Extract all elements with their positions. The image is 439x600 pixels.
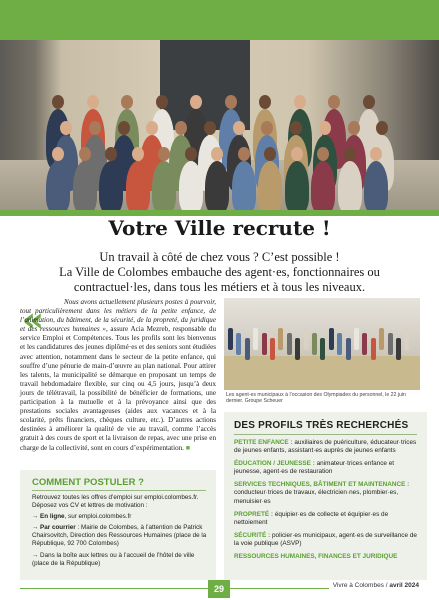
profile-category: PROPRETÉ : — [234, 510, 274, 518]
photo-person-head — [204, 121, 216, 135]
profile-item — [234, 481, 422, 506]
photo-participant — [354, 328, 359, 350]
photo-person-head — [87, 95, 99, 109]
photo-person-head — [294, 95, 306, 109]
photo-person-head — [175, 121, 187, 135]
profile-text: auxiliaires de puériculture, éducateur·trices de jeunes enfants, assistant·es auprès de jeunes enfants — [234, 439, 417, 455]
photo-person-head — [185, 147, 197, 161]
photo-person-head — [233, 121, 245, 135]
top-color-band — [0, 0, 439, 40]
photo-person-head — [319, 121, 331, 135]
profile-item — [234, 511, 422, 528]
howto-intro: Retrouvez toutes les offres d’emploi sur emploi.colombes.fr. Déposez vos CV et lettres de motivation : — [32, 494, 199, 510]
photo-participant — [262, 333, 267, 355]
photo-person-head — [348, 121, 360, 135]
photo-participant — [295, 338, 300, 360]
photo-person-head — [376, 121, 388, 135]
photo-person-head — [238, 147, 250, 161]
photo-person-head — [328, 95, 340, 109]
howto-mail-text: : Mairie de Colombes, à l’attention de Patrick Chairsovitch, Direction des Ressources Humaines (place de la République, 92 700 Colombes) — [32, 524, 207, 548]
end-mark-icon: ■ — [185, 443, 191, 452]
profile-item — [234, 553, 422, 561]
photo-participant — [253, 328, 258, 350]
howto-mail-label: → Par courrier — [32, 524, 76, 532]
photo-participant — [278, 328, 283, 350]
article-body-text: , assure Acia Mezreb, responsable du service Emploi et Compétences. Tous les profils sont les bienvenus et les candidatures des jeunes diplômé·es et des seniors sont étudiées avec attention, notamment dans le secteur de la petite enfance, qui souffre d’une pénurie de main-d’œuvre au plan national. Pour attirer les talents, la municipalité se démarque en proposant un temps de travail hebdomadaire flexible, sur cinq ou 4,5 jours, jusqu’à deux jours de télétravail, la possibilité de bénéficier de formations, une participation à la mutuelle et à la prévoyance ainsi que des prestations sociales avantageuses (aides aux vacances et à la scolarité, prêts financiers, chèques culture, etc.). D’autres actions destinées à améliorer la qualité de vie au travail, comme l’accès gratuit à des cours de sport et la livraison de repas, avec une prise en charge de la collectivité, sont en cours d’expérimentation. — [20, 325, 216, 452]
photo-person-head — [89, 121, 101, 135]
profiles-divider — [234, 434, 417, 435]
olympiades-photo — [224, 298, 420, 390]
photo-participant — [304, 328, 309, 350]
issue-date: avril 2024 — [389, 582, 419, 589]
photo-person-head — [60, 121, 72, 135]
photo-person — [232, 161, 256, 210]
photo-caption: Les agent·es municipaux à l’occasion des Olympiades du personnel, le 22 juin dernier. Groupe Scheuer — [226, 392, 406, 405]
photo-person — [311, 161, 335, 210]
photo-person — [258, 161, 282, 210]
photo-participant — [371, 338, 376, 360]
how-to-apply-box — [20, 470, 216, 580]
profile-item — [234, 439, 422, 456]
profile-category: ÉDUCATION / JEUNESSE : — [234, 460, 315, 468]
article-title: Votre Ville recrute ! — [108, 216, 331, 240]
footer-magazine: Vivre à Colombes / avril 2024 — [329, 582, 419, 589]
photo-person — [179, 161, 203, 210]
staff-group-photo — [0, 40, 439, 210]
article-body — [20, 298, 216, 453]
profile-category: SERVICES TECHNIQUES, BÂTIMENT ET MAINTENANCE : — [234, 481, 410, 489]
photo-participant — [270, 338, 275, 360]
photo-participant — [312, 333, 317, 355]
howto-heading: COMMENT POSTULER ? — [32, 477, 144, 488]
subhead-line-1: Un travail à côté de chez vous ? C’est possible ! — [99, 250, 340, 264]
photo-participant — [379, 328, 384, 350]
howto-online-label: → En ligne — [32, 513, 65, 521]
photo-person-head — [363, 95, 375, 109]
profile-category: RESSOURCES HUMAINES, FINANCES ET JURIDIQUE — [234, 552, 398, 560]
photo-participant — [346, 338, 351, 360]
profile-category: PETITE ENFANCE : — [234, 439, 293, 446]
page-footer — [0, 578, 439, 600]
howto-online-text: , sur emploi.colombes.fr — [64, 513, 132, 521]
photo-person — [338, 161, 362, 210]
photo-person-head — [118, 121, 130, 135]
photo-participant — [329, 328, 334, 350]
photo-participant — [236, 333, 241, 355]
photo-participant — [388, 333, 393, 355]
profile-category: SÉCURITÉ : — [234, 531, 271, 539]
photo-person-head — [121, 95, 133, 109]
profiles-heading: DES PROFILS TRÈS RECHERCHÉS — [234, 420, 409, 431]
quote-mark-icon: « — [22, 300, 44, 340]
profile-text: policier·es municipaux, agent·es de surveillance de la voie publique (ASVP) — [234, 531, 417, 547]
photo-participants — [228, 328, 416, 372]
photo-person — [205, 161, 229, 210]
profile-text: conducteur·trices de travaux, électricien·nes, plombier·es, menuisier·es — [234, 489, 399, 505]
photo-person-head — [132, 147, 144, 161]
article-quote: Nous avons actuellement plusieurs postes à pourvoir, tout particulièrement dans les métiers de la petite enfance, de l’animation, du bâtiment, de la sécurité, de la propreté, du juridique et des ressources humaines » — [20, 298, 216, 334]
photo-person-head — [79, 147, 91, 161]
photo-person-head — [52, 147, 64, 161]
magazine-name: Vivre à Colombes — [332, 582, 384, 589]
howto-online — [32, 513, 210, 521]
photo-person — [46, 161, 70, 210]
photo-person-head — [291, 147, 303, 161]
howto-mail — [32, 524, 210, 548]
photo-person — [126, 161, 150, 210]
profiles-list — [234, 439, 422, 566]
photo-participant — [396, 338, 401, 360]
photo-person — [99, 161, 123, 210]
profiles-box — [224, 412, 427, 580]
photo-participant — [337, 333, 342, 355]
photo-person-head — [52, 95, 64, 109]
subhead-line-2: La Ville de Colombes embauche des agent·es, fonctionnaires ou contractuel·les, dans tous les métiers et à tous les niveaux. — [59, 265, 380, 294]
photo-person-head — [225, 95, 237, 109]
photo-person-head — [344, 147, 356, 161]
photo-person — [285, 161, 309, 210]
photo-crowd — [40, 95, 400, 210]
photo-participant — [228, 328, 233, 350]
howto-content — [32, 494, 210, 571]
photo-person-head — [190, 95, 202, 109]
profile-item — [234, 532, 422, 549]
howto-mailbox: → Dans la boîte aux lettres ou à l’accueil de l’hôtel de ville (place de la République) — [32, 551, 195, 567]
page-number: 29 — [208, 580, 230, 598]
profile-item — [234, 460, 422, 477]
profile-text: animateur·trices enfance et jeunesse, agent·es de restauration — [234, 460, 395, 476]
profile-text: équipier·es de collecte et équipier·es de nettoiement — [234, 510, 389, 526]
article-subhead — [20, 250, 419, 295]
photo-participant — [362, 333, 367, 355]
photo-participant — [245, 338, 250, 360]
photo-person — [73, 161, 97, 210]
photo-participant — [320, 338, 325, 360]
photo-person — [152, 161, 176, 210]
photo-participant — [404, 328, 409, 350]
photo-person-head — [105, 147, 117, 161]
howto-divider — [32, 490, 206, 491]
photo-person-head — [156, 95, 168, 109]
photo-participant — [287, 333, 292, 355]
photo-person-head — [259, 95, 271, 109]
photo-person-head — [290, 121, 302, 135]
